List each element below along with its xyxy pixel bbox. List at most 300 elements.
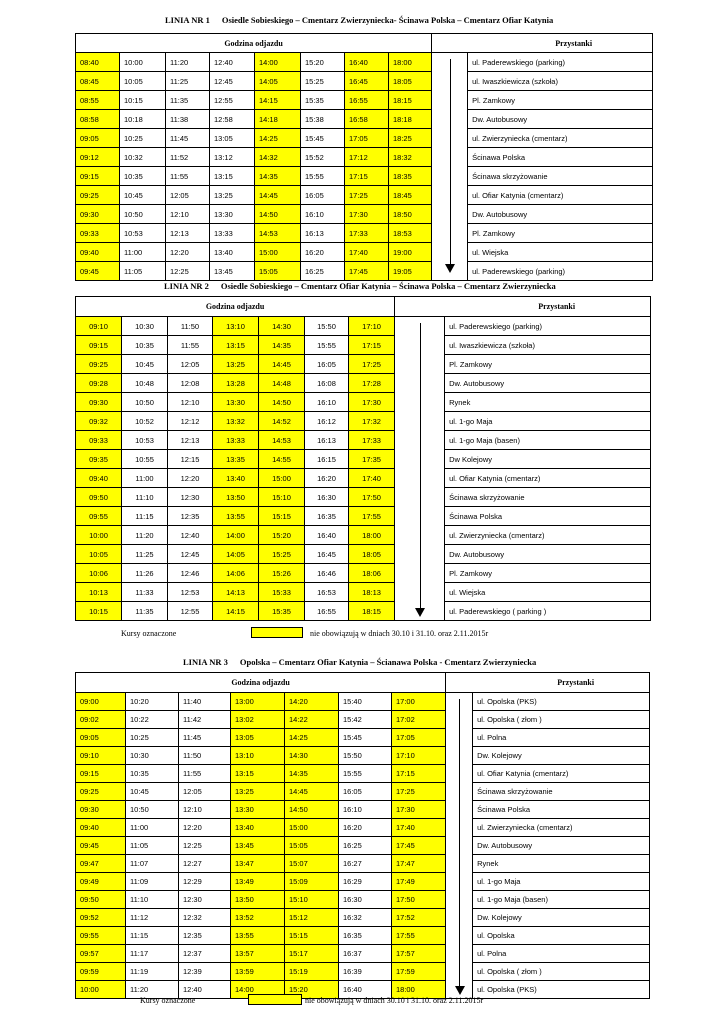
line2-row bbox=[76, 355, 651, 374]
line2-time-cell: 16:15 bbox=[305, 450, 349, 469]
line1-time-cell: 13:12 bbox=[210, 148, 255, 167]
line2-time-cell: 17:25 bbox=[349, 355, 395, 374]
line3-stop-name: ul. 1-go Maja bbox=[473, 873, 650, 891]
line2-header-stops: Przystanki bbox=[395, 297, 651, 317]
line3-time-cell: 17:30 bbox=[392, 801, 446, 819]
line2-time-cell: 17:32 bbox=[349, 412, 395, 431]
line3-time-cell: 11:55 bbox=[179, 765, 231, 783]
line1-time-cell: 17:25 bbox=[345, 186, 389, 205]
line3-time-cell: 17:50 bbox=[392, 891, 446, 909]
line1-time-cell: 10:45 bbox=[120, 186, 166, 205]
line1-time-cell: 16:58 bbox=[345, 110, 389, 129]
line2-time-cell: 14:06 bbox=[213, 564, 259, 583]
line3-time-cell: 16:29 bbox=[339, 873, 392, 891]
line3-stop-name: Dw. Kolejowy bbox=[473, 747, 650, 765]
line1-time-cell: 09:05 bbox=[76, 129, 120, 148]
line1-row bbox=[76, 224, 653, 243]
line2-time-cell: 13:40 bbox=[213, 469, 259, 488]
line1-stop-name: Pl. Zamkowy bbox=[468, 91, 653, 110]
line3-time-cell: 09:15 bbox=[76, 765, 126, 783]
line2-row bbox=[76, 336, 651, 355]
line1-time-cell: 09:33 bbox=[76, 224, 120, 243]
line1-time-cell: 18:45 bbox=[389, 186, 432, 205]
line3-route: Opolska – Cmentarz Ofiar Katynia – Ścianawa Polska - Cmentarz Zwierzyniecka bbox=[239, 657, 537, 667]
line3-time-cell: 13:05 bbox=[231, 729, 285, 747]
line2-row bbox=[76, 526, 651, 545]
line2-time-cell: 16:08 bbox=[305, 374, 349, 393]
line2-time-cell: 14:15 bbox=[213, 602, 259, 621]
line2-time-cell: 13:32 bbox=[213, 412, 259, 431]
line1-time-cell: 16:25 bbox=[301, 262, 345, 281]
line2-time-cell: 10:48 bbox=[122, 374, 168, 393]
line2-time-cell: 15:50 bbox=[305, 317, 349, 336]
down-arrow-icon bbox=[445, 264, 455, 273]
line3-time-cell: 09:45 bbox=[76, 837, 126, 855]
line3-time-cell: 17:59 bbox=[392, 963, 446, 981]
line3-time-cell: 17:40 bbox=[392, 819, 446, 837]
line1-time-cell: 11:05 bbox=[120, 262, 166, 281]
line1-header-times: Godzina odjazdu bbox=[76, 34, 432, 53]
line2-time-cell: 16:46 bbox=[305, 564, 349, 583]
line2-stop-name: ul. Paderewskiego (parking) bbox=[445, 317, 651, 336]
line1-time-cell: 18:18 bbox=[389, 110, 432, 129]
line3-time-cell: 11:50 bbox=[179, 747, 231, 765]
line1-time-cell: 10:35 bbox=[120, 167, 166, 186]
line3-time-cell: 14:25 bbox=[285, 729, 339, 747]
line2-time-cell: 10:53 bbox=[122, 431, 168, 450]
line3-time-cell: 13:59 bbox=[231, 963, 285, 981]
line3-time-cell: 12:37 bbox=[179, 945, 231, 963]
line3-title bbox=[183, 657, 536, 667]
line1-row bbox=[76, 53, 653, 72]
line1-time-cell: 14:50 bbox=[255, 205, 301, 224]
line2-time-cell: 14:13 bbox=[213, 583, 259, 602]
line1-time-cell: 08:45 bbox=[76, 72, 120, 91]
line3-time-cell: 15:50 bbox=[339, 747, 392, 765]
line3-time-cell: 13:47 bbox=[231, 855, 285, 873]
line2-legend-text: nie obowiązują w dniach 30.10 i 31.10. oraz 2.11.2015r bbox=[310, 629, 489, 638]
line1-time-cell: 13:45 bbox=[210, 262, 255, 281]
line2-time-cell: 14:48 bbox=[259, 374, 305, 393]
line2-time-cell: 09:28 bbox=[76, 374, 122, 393]
line1-time-cell: 13:33 bbox=[210, 224, 255, 243]
line1-stop-name: Dw. Autobusowy bbox=[468, 110, 653, 129]
line1-stop-name: ul. Paderewskiego (parking) bbox=[468, 262, 653, 281]
line1-time-cell: 10:18 bbox=[120, 110, 166, 129]
line2-row bbox=[76, 393, 651, 412]
line1-time-cell: 15:55 bbox=[301, 167, 345, 186]
line1-stop-name: Ścinawa skrzyżowanie bbox=[468, 167, 653, 186]
line2-time-cell: 12:55 bbox=[168, 602, 213, 621]
line3-time-cell: 15:55 bbox=[339, 765, 392, 783]
line2-row bbox=[76, 507, 651, 526]
line1-time-cell: 13:25 bbox=[210, 186, 255, 205]
line3-row bbox=[76, 783, 650, 801]
line3-time-cell: 09:52 bbox=[76, 909, 126, 927]
line3-time-cell: 16:37 bbox=[339, 945, 392, 963]
line1-time-cell: 10:50 bbox=[120, 205, 166, 224]
line2-time-cell: 09:25 bbox=[76, 355, 122, 374]
line3-time-cell: 13:15 bbox=[231, 765, 285, 783]
line1-time-cell: 08:55 bbox=[76, 91, 120, 110]
line3-time-cell: 16:10 bbox=[339, 801, 392, 819]
line3-stop-name: Dw. Autobusowy bbox=[473, 837, 650, 855]
line2-time-cell: 14:35 bbox=[259, 336, 305, 355]
line3-stop-name: Rynek bbox=[473, 855, 650, 873]
line3-row bbox=[76, 765, 650, 783]
line2-row bbox=[76, 583, 651, 602]
line3-time-cell: 10:30 bbox=[126, 747, 179, 765]
line2-time-cell: 18:06 bbox=[349, 564, 395, 583]
line3-time-cell: 12:05 bbox=[179, 783, 231, 801]
line3-time-cell: 10:00 bbox=[76, 981, 126, 999]
line1-row bbox=[76, 129, 653, 148]
line2-row bbox=[76, 469, 651, 488]
line1-header-stops: Przystanki bbox=[432, 34, 653, 53]
line1-time-cell: 08:40 bbox=[76, 53, 120, 72]
line2-time-cell: 09:32 bbox=[76, 412, 122, 431]
line1-time-cell: 11:38 bbox=[166, 110, 210, 129]
line3-row bbox=[76, 747, 650, 765]
line3-time-cell: 12:10 bbox=[179, 801, 231, 819]
line1-time-cell: 18:32 bbox=[389, 148, 432, 167]
line3-time-cell: 11:12 bbox=[126, 909, 179, 927]
line3-row bbox=[76, 693, 650, 711]
line1-time-cell: 12:40 bbox=[210, 53, 255, 72]
line2-time-cell: 12:20 bbox=[168, 469, 213, 488]
line1-time-cell: 11:25 bbox=[166, 72, 210, 91]
line1-time-cell: 15:38 bbox=[301, 110, 345, 129]
line3-time-cell: 17:57 bbox=[392, 945, 446, 963]
line2-stop-name: ul. Iwaszkiewicza (szkoła) bbox=[445, 336, 651, 355]
line1-time-cell: 14:35 bbox=[255, 167, 301, 186]
line3-time-cell: 17:15 bbox=[392, 765, 446, 783]
line3-time-cell: 09:10 bbox=[76, 747, 126, 765]
line1-time-cell: 11:00 bbox=[120, 243, 166, 262]
line2-row bbox=[76, 564, 651, 583]
line2-route: Osiedle Sobieskiego – Cmentarz Ofiar Katynia – Ścinawa Polska – Cmentarz Zwierzyniecka bbox=[220, 281, 556, 291]
line2-time-cell: 12:08 bbox=[168, 374, 213, 393]
line3-direction-arrow-line bbox=[459, 699, 460, 986]
line2-stop-name: ul. 1-go Maja (basen) bbox=[445, 431, 651, 450]
line3-timetable bbox=[75, 672, 650, 999]
line3-time-cell: 11:17 bbox=[126, 945, 179, 963]
line1-time-cell: 12:20 bbox=[166, 243, 210, 262]
line1-row bbox=[76, 91, 653, 110]
line2-time-cell: 09:15 bbox=[76, 336, 122, 355]
line1-time-cell: 18:35 bbox=[389, 167, 432, 186]
line2-time-cell: 14:53 bbox=[259, 431, 305, 450]
line2-time-cell: 11:15 bbox=[122, 507, 168, 526]
line3-time-cell: 15:42 bbox=[339, 711, 392, 729]
line1-time-cell: 10:32 bbox=[120, 148, 166, 167]
line2-stop-name: ul. Zwierzyniecka (cmentarz) bbox=[445, 526, 651, 545]
line3-time-cell: 15:12 bbox=[285, 909, 339, 927]
line2-time-cell: 17:55 bbox=[349, 507, 395, 526]
line3-time-cell: 14:35 bbox=[285, 765, 339, 783]
line2-time-cell: 16:10 bbox=[305, 393, 349, 412]
line2-time-cell: 11:10 bbox=[122, 488, 168, 507]
line1-time-cell: 14:32 bbox=[255, 148, 301, 167]
line3-time-cell: 11:00 bbox=[126, 819, 179, 837]
line1-time-cell: 16:20 bbox=[301, 243, 345, 262]
line1-time-cell: 17:05 bbox=[345, 129, 389, 148]
line2-time-cell: 10:00 bbox=[76, 526, 122, 545]
line1-time-cell: 18:53 bbox=[389, 224, 432, 243]
line3-time-cell: 17:55 bbox=[392, 927, 446, 945]
line3-time-cell: 15:40 bbox=[339, 693, 392, 711]
line3-time-cell: 16:05 bbox=[339, 783, 392, 801]
line3-name: LINIA NR 3 bbox=[183, 657, 228, 667]
line3-time-cell: 12:25 bbox=[179, 837, 231, 855]
line2-time-cell: 16:20 bbox=[305, 469, 349, 488]
line2-time-cell: 11:20 bbox=[122, 526, 168, 545]
line3-time-cell: 12:27 bbox=[179, 855, 231, 873]
line2-title bbox=[164, 281, 556, 291]
line2-time-cell: 11:55 bbox=[168, 336, 213, 355]
line1-time-cell: 11:55 bbox=[166, 167, 210, 186]
line3-time-cell: 11:40 bbox=[179, 693, 231, 711]
line2-time-cell: 12:10 bbox=[168, 393, 213, 412]
line3-row bbox=[76, 963, 650, 981]
line3-time-cell: 09:25 bbox=[76, 783, 126, 801]
line2-time-cell: 16:53 bbox=[305, 583, 349, 602]
line3-time-cell: 17:47 bbox=[392, 855, 446, 873]
line3-row bbox=[76, 927, 650, 945]
line2-direction-arrow-cell bbox=[395, 317, 445, 621]
line1-time-cell: 12:58 bbox=[210, 110, 255, 129]
line3-time-cell: 14:30 bbox=[285, 747, 339, 765]
line2-stop-name: Pl. Zamkowy bbox=[445, 564, 651, 583]
line1-title bbox=[165, 15, 553, 25]
line1-time-cell: 13:40 bbox=[210, 243, 255, 262]
line1-stop-name: Dw. Autobusowy bbox=[468, 205, 653, 224]
line3-time-cell: 13:57 bbox=[231, 945, 285, 963]
line3-time-cell: 17:02 bbox=[392, 711, 446, 729]
line2-time-cell: 14:50 bbox=[259, 393, 305, 412]
line3-time-cell: 11:19 bbox=[126, 963, 179, 981]
line2-time-cell: 11:35 bbox=[122, 602, 168, 621]
line1-time-cell: 15:52 bbox=[301, 148, 345, 167]
line3-stop-name: ul. Ofiar Katynia (cmentarz) bbox=[473, 765, 650, 783]
line2-time-cell: 10:05 bbox=[76, 545, 122, 564]
line3-time-cell: 13:52 bbox=[231, 909, 285, 927]
line1-direction-arrow-cell bbox=[432, 53, 468, 281]
line1-time-cell: 13:05 bbox=[210, 129, 255, 148]
line3-time-cell: 11:45 bbox=[179, 729, 231, 747]
line1-time-cell: 11:35 bbox=[166, 91, 210, 110]
line3-legend-swatch bbox=[248, 994, 302, 1005]
line3-time-cell: 17:45 bbox=[392, 837, 446, 855]
line1-time-cell: 12:05 bbox=[166, 186, 210, 205]
line2-time-cell: 16:55 bbox=[305, 602, 349, 621]
line3-time-cell: 15:15 bbox=[285, 927, 339, 945]
line2-time-cell: 15:20 bbox=[259, 526, 305, 545]
line2-direction-arrow-line bbox=[420, 323, 421, 608]
line2-legend-swatch bbox=[251, 627, 303, 638]
line2-stop-name: Ścinawa skrzyżowanie bbox=[445, 488, 651, 507]
line2-time-cell: 15:00 bbox=[259, 469, 305, 488]
line2-time-cell: 10:15 bbox=[76, 602, 122, 621]
line3-time-cell: 17:10 bbox=[392, 747, 446, 765]
line2-time-cell: 09:30 bbox=[76, 393, 122, 412]
line2-stop-name: ul. Wiejska bbox=[445, 583, 651, 602]
line3-time-cell: 15:07 bbox=[285, 855, 339, 873]
line2-legend-label: Kursy oznaczone bbox=[121, 629, 177, 638]
line2-stop-name: Ścinawa Polska bbox=[445, 507, 651, 526]
line1-name: LINIA NR 1 bbox=[165, 15, 210, 25]
line1-time-cell: 14:45 bbox=[255, 186, 301, 205]
line2-row bbox=[76, 545, 651, 564]
line2-time-cell: 13:10 bbox=[213, 317, 259, 336]
line3-time-cell: 11:15 bbox=[126, 927, 179, 945]
line3-time-cell: 11:10 bbox=[126, 891, 179, 909]
line2-time-cell: 12:12 bbox=[168, 412, 213, 431]
line3-time-cell: 12:39 bbox=[179, 963, 231, 981]
line3-row bbox=[76, 801, 650, 819]
line2-time-cell: 12:45 bbox=[168, 545, 213, 564]
line3-time-cell: 16:25 bbox=[339, 837, 392, 855]
line3-time-cell: 13:50 bbox=[231, 891, 285, 909]
line1-time-cell: 12:55 bbox=[210, 91, 255, 110]
line2-time-cell: 16:30 bbox=[305, 488, 349, 507]
line1-direction-arrow-line bbox=[450, 59, 451, 264]
line2-time-cell: 13:33 bbox=[213, 431, 259, 450]
line2-time-cell: 10:55 bbox=[122, 450, 168, 469]
line1-time-cell: 09:15 bbox=[76, 167, 120, 186]
line1-time-cell: 13:30 bbox=[210, 205, 255, 224]
line2-time-cell: 15:33 bbox=[259, 583, 305, 602]
line3-time-cell: 09:59 bbox=[76, 963, 126, 981]
line1-time-cell: 17:12 bbox=[345, 148, 389, 167]
line1-row bbox=[76, 110, 653, 129]
line2-time-cell: 09:10 bbox=[76, 317, 122, 336]
line2-time-cell: 17:15 bbox=[349, 336, 395, 355]
line2-time-cell: 09:35 bbox=[76, 450, 122, 469]
line1-time-cell: 12:10 bbox=[166, 205, 210, 224]
line2-time-cell: 17:40 bbox=[349, 469, 395, 488]
line1-time-cell: 17:40 bbox=[345, 243, 389, 262]
line2-header-times: Godzina odjazdu bbox=[76, 297, 395, 317]
line2-time-cell: 18:05 bbox=[349, 545, 395, 564]
line1-row bbox=[76, 148, 653, 167]
line1-time-cell: 10:00 bbox=[120, 53, 166, 72]
line1-time-cell: 19:00 bbox=[389, 243, 432, 262]
line3-time-cell: 15:45 bbox=[339, 729, 392, 747]
line2-time-cell: 12:15 bbox=[168, 450, 213, 469]
line2-row bbox=[76, 488, 651, 507]
line3-time-cell: 13:10 bbox=[231, 747, 285, 765]
line2-time-cell: 10:30 bbox=[122, 317, 168, 336]
line2-time-cell: 18:00 bbox=[349, 526, 395, 545]
line1-time-cell: 10:25 bbox=[120, 129, 166, 148]
line1-time-cell: 09:45 bbox=[76, 262, 120, 281]
line3-stop-name: Dw. Kolejowy bbox=[473, 909, 650, 927]
line1-time-cell: 16:55 bbox=[345, 91, 389, 110]
line1-stop-name: ul. Paderewskiego (parking) bbox=[468, 53, 653, 72]
line1-time-cell: 16:40 bbox=[345, 53, 389, 72]
line1-time-cell: 14:00 bbox=[255, 53, 301, 72]
line1-time-cell: 10:15 bbox=[120, 91, 166, 110]
line3-time-cell: 16:32 bbox=[339, 909, 392, 927]
line3-time-cell: 11:07 bbox=[126, 855, 179, 873]
line2-time-cell: 11:33 bbox=[122, 583, 168, 602]
line3-time-cell: 16:20 bbox=[339, 819, 392, 837]
line1-time-cell: 14:25 bbox=[255, 129, 301, 148]
line1-time-cell: 15:35 bbox=[301, 91, 345, 110]
line1-row bbox=[76, 167, 653, 186]
line2-time-cell: 18:15 bbox=[349, 602, 395, 621]
line3-row bbox=[76, 945, 650, 963]
line3-row bbox=[76, 891, 650, 909]
line1-stop-name: Ścinawa Polska bbox=[468, 148, 653, 167]
line3-time-cell: 13:49 bbox=[231, 873, 285, 891]
line1-time-cell: 14:15 bbox=[255, 91, 301, 110]
line1-time-cell: 17:30 bbox=[345, 205, 389, 224]
line3-stop-name: ul. Zwierzyniecka (cmentarz) bbox=[473, 819, 650, 837]
line2-time-cell: 09:55 bbox=[76, 507, 122, 526]
line3-stop-name: ul. Polna bbox=[473, 729, 650, 747]
line3-row bbox=[76, 711, 650, 729]
line2-time-cell: 11:50 bbox=[168, 317, 213, 336]
line3-time-cell: 13:00 bbox=[231, 693, 285, 711]
line1-time-cell: 13:15 bbox=[210, 167, 255, 186]
line3-time-cell: 12:30 bbox=[179, 891, 231, 909]
line2-time-cell: 10:13 bbox=[76, 583, 122, 602]
line1-row bbox=[76, 186, 653, 205]
line3-time-cell: 16:39 bbox=[339, 963, 392, 981]
line2-time-cell: 11:26 bbox=[122, 564, 168, 583]
line3-time-cell: 09:49 bbox=[76, 873, 126, 891]
line3-direction-arrow-cell bbox=[446, 693, 473, 999]
line3-time-cell: 15:19 bbox=[285, 963, 339, 981]
line3-time-cell: 18:00 bbox=[392, 981, 446, 999]
line3-time-cell: 15:09 bbox=[285, 873, 339, 891]
line3-time-cell: 11:42 bbox=[179, 711, 231, 729]
line3-stop-name: ul. Opolska ( złom ) bbox=[473, 963, 650, 981]
line1-time-cell: 15:05 bbox=[255, 262, 301, 281]
line2-time-cell: 14:05 bbox=[213, 545, 259, 564]
line1-row bbox=[76, 205, 653, 224]
line2-time-cell: 12:35 bbox=[168, 507, 213, 526]
line2-time-cell: 09:50 bbox=[76, 488, 122, 507]
line2-time-cell: 12:53 bbox=[168, 583, 213, 602]
line3-time-cell: 10:50 bbox=[126, 801, 179, 819]
line1-stop-name: ul. Zwierzyniecka (cmentarz) bbox=[468, 129, 653, 148]
line3-row bbox=[76, 729, 650, 747]
line2-stop-name: Dw Kolejowy bbox=[445, 450, 651, 469]
line1-time-cell: 11:52 bbox=[166, 148, 210, 167]
line3-row bbox=[76, 873, 650, 891]
line2-time-cell: 10:52 bbox=[122, 412, 168, 431]
line1-time-cell: 12:25 bbox=[166, 262, 210, 281]
line3-time-cell: 14:22 bbox=[285, 711, 339, 729]
line3-time-cell: 13:30 bbox=[231, 801, 285, 819]
line1-time-cell: 15:25 bbox=[301, 72, 345, 91]
line3-time-cell: 13:40 bbox=[231, 819, 285, 837]
line3-time-cell: 13:45 bbox=[231, 837, 285, 855]
line3-stop-name: ul. Polna bbox=[473, 945, 650, 963]
line3-time-cell: 11:20 bbox=[126, 981, 179, 999]
line1-time-cell: 12:45 bbox=[210, 72, 255, 91]
line2-stop-name: Rynek bbox=[445, 393, 651, 412]
line1-stop-name: ul. Wiejska bbox=[468, 243, 653, 262]
line2-stop-name: ul. 1-go Maja bbox=[445, 412, 651, 431]
line1-time-cell: 14:53 bbox=[255, 224, 301, 243]
line3-legend-text: nie obowiązują w dniach 30.10 i 31.10. oraz 2.11.2015r bbox=[305, 996, 484, 1005]
line2-time-cell: 11:25 bbox=[122, 545, 168, 564]
line1-time-cell: 16:10 bbox=[301, 205, 345, 224]
